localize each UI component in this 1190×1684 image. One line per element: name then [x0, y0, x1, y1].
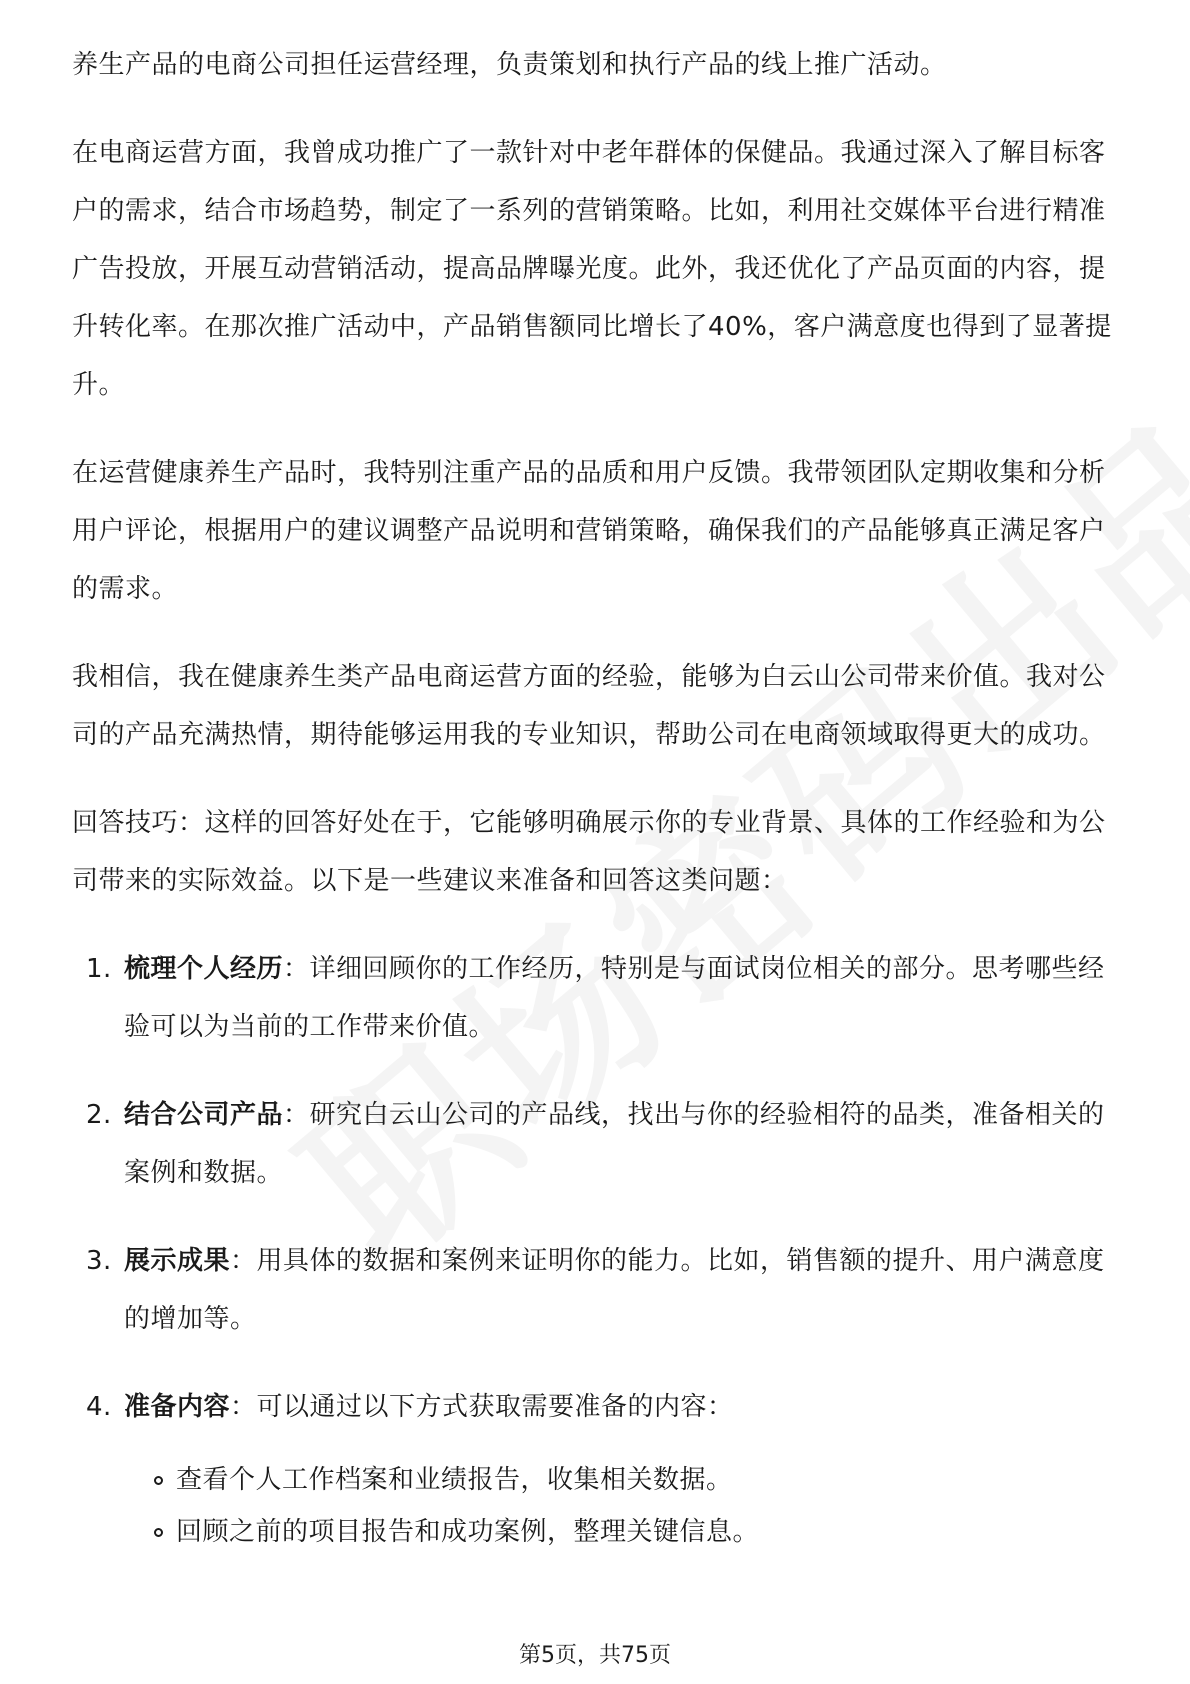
- tip-text: ：可以通过以下方式获取需要准备的内容：: [230, 1392, 734, 1422]
- tip-item: [72, 1086, 1118, 1202]
- paragraph-value: 我相信，我在健康养生类产品电商运营方面的经验，能够为白云山公司带来价值。我对公司的产品充满热情，期待能够运用我的专业知识，帮助公司在电商领域取得更大的成功。: [72, 662, 1106, 750]
- tip-text: ：详细回顾你的工作经历，特别是与面试岗位相关的部分。思考哪些经验可以为当前的工作带来价值。: [124, 954, 1105, 1042]
- paragraph-quality-feedback: 在运营健康养生产品时，我特别注重产品的品质和用户反馈。我带领团队定期收集和分析用户评论，根据用户的建议调整产品说明和营销策略，确保我们的产品能够真正满足客户的需求。: [72, 458, 1106, 604]
- sub-item-text: 回顾之前的项目报告和成功案例，整理关键信息。: [176, 1517, 760, 1547]
- paragraph-intro: 养生产品的电商公司担任运营经理，负责策划和执行产品的线上推广活动。: [72, 50, 947, 80]
- tip-text: ：用具体的数据和案例来证明你的能力。比如，销售额的提升、用户满意度的增加等。: [124, 1246, 1105, 1334]
- tip-item: [72, 940, 1118, 1056]
- tip-item: [72, 1232, 1118, 1348]
- tip-number: 3.: [86, 1246, 112, 1276]
- tip-text: ：研究白云山公司的产品线，找出与你的经验相符的品类，准备相关的案例和数据。: [124, 1100, 1105, 1188]
- tips-list: [72, 940, 1118, 1558]
- circle-bullet-icon: [154, 1528, 163, 1537]
- tip-item: [72, 1378, 1118, 1558]
- sub-list: [124, 1454, 1118, 1558]
- tip-title: 准备内容: [124, 1392, 231, 1422]
- tip-number: 2.: [86, 1100, 112, 1130]
- paragraph-ecommerce-experience: 在电商运营方面，我曾成功推广了一款针对中老年群体的保健品。我通过深入了解目标客户的需求，结合市场趋势，制定了一系列的营销策略。比如，利用社交媒体平台进行精准广告投放，开展互动营销活动，提高品牌曝光度。此外，我还优化了产品页面的内容，提升转化率。在那次推广活动中，产品销售额同比增长了40%，客户满意度也得到了显著提升。: [72, 138, 1112, 400]
- tip-title: 梳理个人经历: [124, 954, 284, 984]
- tip-number: 4.: [86, 1392, 112, 1422]
- sub-item-text: 查看个人工作档案和业绩报告，收集相关数据。: [176, 1465, 733, 1495]
- page-footer: 第5页，共75页: [519, 1643, 671, 1668]
- sub-item: [124, 1454, 1118, 1506]
- tip-title: 展示成果: [124, 1246, 231, 1276]
- paragraph-answer-tips: 回答技巧：这样的回答好处在于，它能够明确展示你的专业背景、具体的工作经验和为公司带来的实际效益。以下是一些建议来准备和回答这类问题：: [72, 808, 1106, 896]
- sub-item: [124, 1506, 1118, 1558]
- tip-title: 结合公司产品: [124, 1100, 284, 1130]
- circle-bullet-icon: [154, 1476, 163, 1485]
- tip-number: 1.: [86, 954, 112, 984]
- document-body: [72, 36, 1118, 1588]
